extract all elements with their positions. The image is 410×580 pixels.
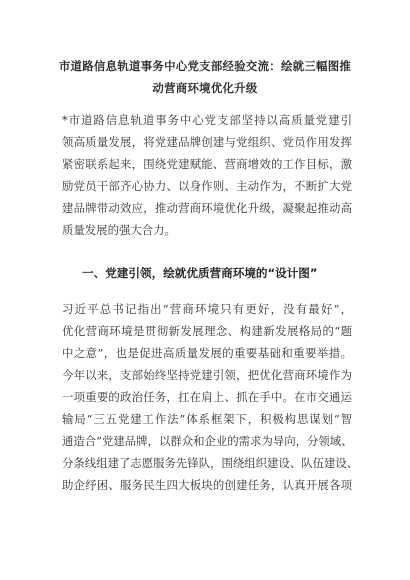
section-1-heading: 一、党建引领，绘就优质营商环境的“设计图”: [82, 266, 318, 280]
section-1-line: 中之意”，也是促进高质量发展的重要基础和重要举措。: [62, 346, 352, 360]
intro-line: 领高质量发展，将党建品牌创建与党组织、党员作用发挥: [62, 135, 352, 149]
intro-line: 建品牌带动效应，推动营商环境优化升级，凝聚起推动高: [62, 201, 352, 215]
intro-line: 质量发展的强大合力。: [62, 223, 176, 237]
section-1-line: 优化营商环境是贯彻新发展理念、构建新发展格局的“题: [62, 324, 352, 338]
section-1-line: 习近平总书记指出“营商环境只有更好，没有最好”，: [62, 302, 352, 316]
intro-line: 励党员干部齐心协力、以身作则、主动作为，不断扩大党: [62, 179, 352, 193]
section-1-line: 助企纾困、服务民生四大板块的创建任务，认真开展各项: [62, 478, 352, 492]
section-1-line: 一项重要的政治任务，扛在肩上、抓在手中。在市交通运: [62, 390, 352, 404]
section-1-line: 通造合”党建品牌，以群众和企业的需求为导向，分领域、: [62, 434, 353, 448]
section-1-line: 分条线组建了志愿服务先锋队，围绕组织建设、队伍建设、: [62, 456, 359, 470]
document-title-line-2: 动营商环境优化升级: [152, 81, 258, 95]
document-title-line-1: 市道路信息轨道事务中心党支部经验交流：绘就三幅图推: [58, 59, 352, 73]
section-1-line: 输局“三五党建工作法”体系框架下，积极构思谋划“智: [62, 412, 352, 426]
intro-line: 紧密联系起来，围绕党建赋能、营商增效的工作目标，激: [62, 157, 352, 171]
intro-line: *市道路信息轨道事务中心党支部坚持以高质量党建引: [62, 113, 352, 127]
section-1-line: 今年以来，支部始终坚持党建引领，把优化营商环境作为: [62, 368, 352, 382]
